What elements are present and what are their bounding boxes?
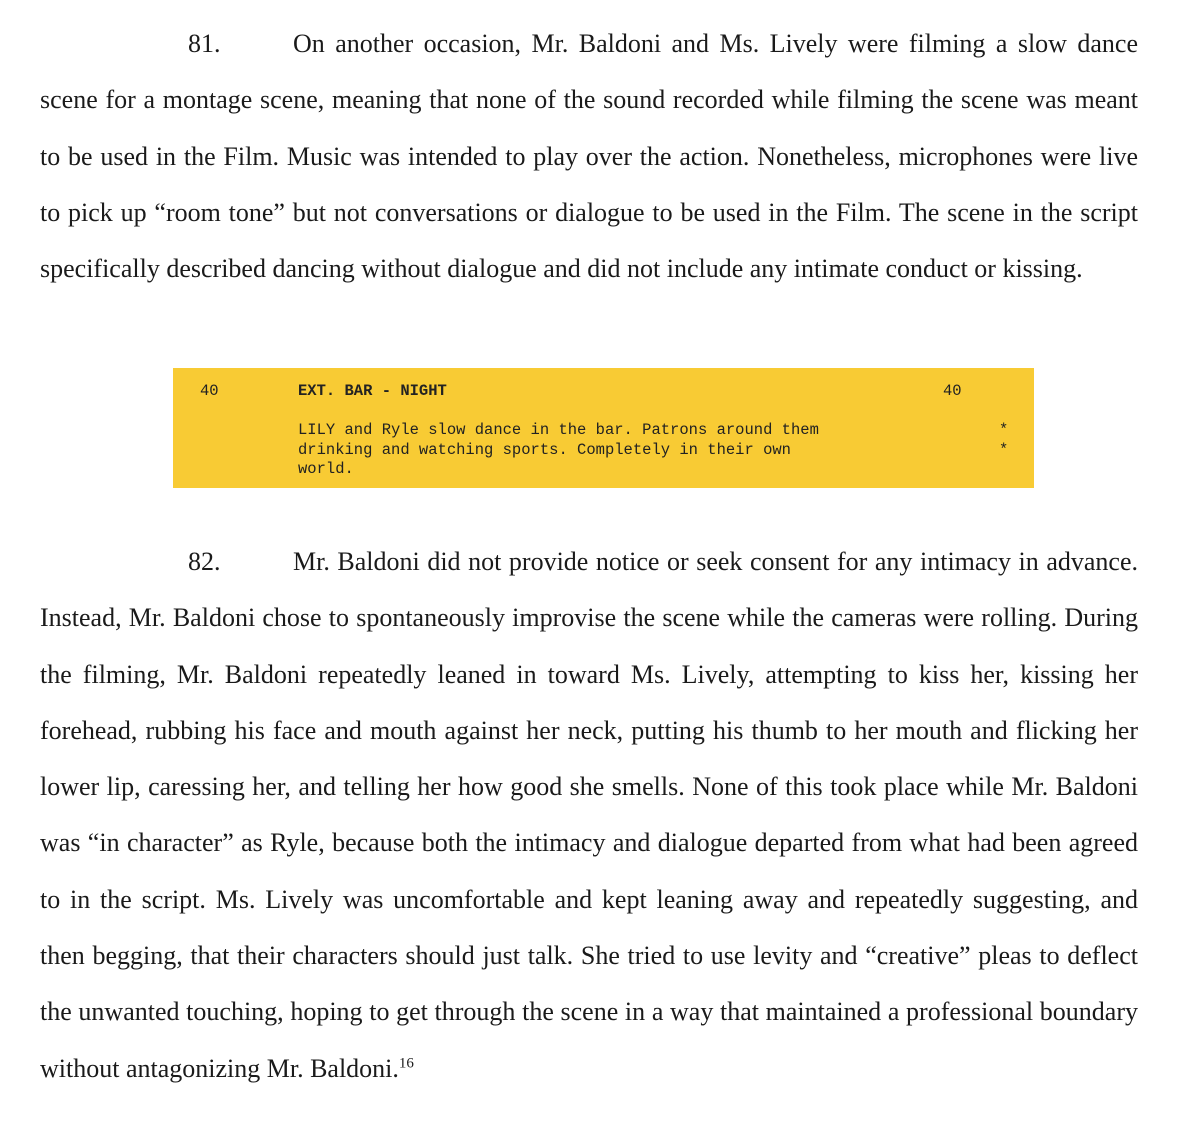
action-line: LILY and Ryle slow dance in the bar. Patrons around them — [298, 421, 819, 439]
revision-marks — [999, 421, 1008, 460]
script-excerpt — [173, 368, 1034, 488]
revision-mark: * — [999, 421, 1009, 439]
document-page — [40, 16, 1138, 297]
paragraph-81 — [40, 16, 1138, 297]
paragraph-82 — [40, 534, 1138, 1097]
scene-number-left: 40 — [200, 382, 219, 400]
scene-number-right: 40 — [943, 382, 962, 400]
paragraph-text: On another occasion, Mr. Baldoni and Ms. Lively were filming a slow dance scene for a montage scene, meaning that none of the sound recorded while filming the scene was meant to be used in the Film. Music was intended to play over the action. Nonetheless, microphones were live to pick up “room tone” but not conversations or dialogue to be used in the Film. The scene in the script specifically described dancing without dialogue and did not include any intimate conduct or kissing. — [40, 29, 1138, 284]
scene-heading: EXT. BAR - NIGHT — [298, 382, 447, 400]
footnote-reference[interactable]: 16 — [398, 1055, 414, 1072]
scene-action — [298, 421, 938, 480]
paragraph-number: 81. — [188, 29, 221, 58]
paragraph-number: 82. — [188, 547, 221, 576]
paragraph-text: Mr. Baldoni did not provide notice or seek consent for any intimacy in advance. Instead, Mr. Baldoni chose to spontaneously improvise the scene while the cameras were rolling. During the filming, Mr. Baldoni repeatedly leaned in toward Ms. Lively, attempting to kiss her, kissing her forehead, rubbing his face and mouth against her neck, putting his thumb to her mouth and flicking her lower lip, caressing her, and telling her how good she smells. None of this took place while Mr. Baldoni was “in character” as Ryle, because both the intimacy and dialogue departed from what had been agreed to in the script. Ms. Lively was uncomfortable and kept leaning away and repeatedly suggesting, and then begging, that their characters should just talk. She tried to use levity and “creative” pleas to deflect the unwanted touching, hoping to get through the scene in a way that maintained a professional boundary without antagonizing Mr. Baldoni. — [40, 547, 1138, 1083]
revision-mark: * — [999, 440, 1009, 459]
action-line: world. — [298, 460, 354, 478]
paragraph-82-block — [40, 534, 1138, 1097]
action-line: drinking and watching sports. Completely in their own — [298, 440, 791, 459]
